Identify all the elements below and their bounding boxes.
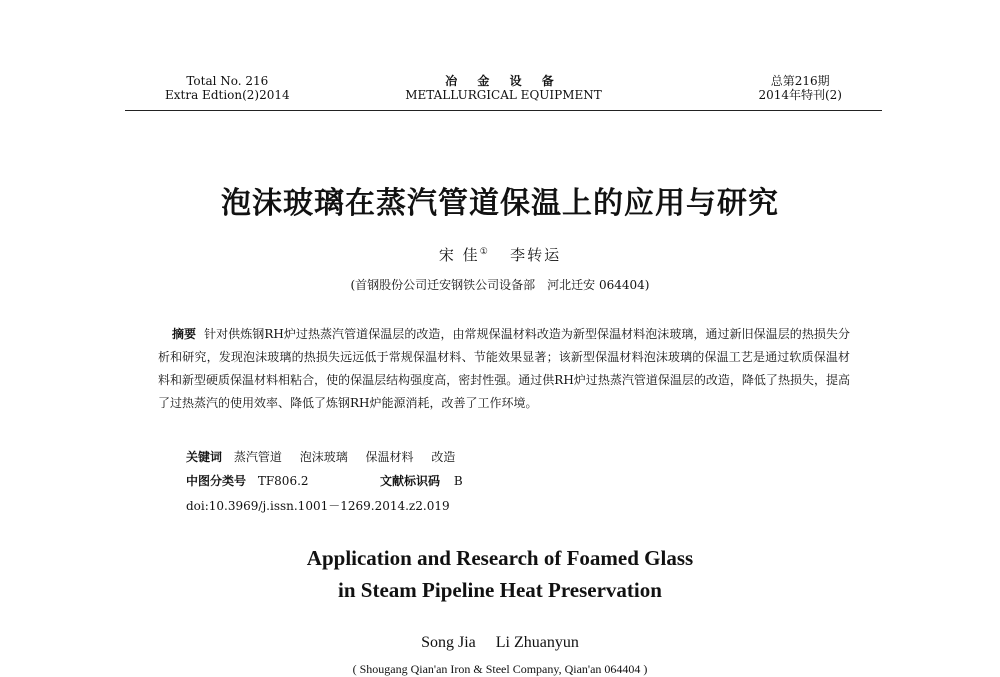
- affiliation-cn: (首钢股份公司迁安钢铁公司设备部 河北迁安 064404): [350, 278, 650, 292]
- document-code: [380, 472, 463, 489]
- keywords-line: [186, 448, 469, 465]
- keyword: 改造: [431, 450, 456, 464]
- authors-cn: [0, 244, 1000, 265]
- header-issue-info-cn: [758, 74, 842, 102]
- author-1-cn: 宋 佳: [438, 246, 480, 264]
- running-header: [125, 72, 882, 111]
- classification-label: 中图分类号: [186, 474, 247, 488]
- journal-name-cn: 冶 金 设 备: [445, 74, 562, 88]
- header-total-no-cn: 总第216期: [770, 74, 830, 88]
- author-1-en: Song Jia: [421, 634, 476, 651]
- paper-title-en: [0, 542, 1000, 606]
- keyword: 蒸汽管道: [233, 450, 282, 464]
- document-code-label: 文献标识码: [380, 474, 441, 488]
- abstract-text: 针对供炼钢RH炉过热蒸汽管道保温层的改造，由常规保温材料改造为新型保温材料泡沫玻璃，通过新旧保温层的热损失分析和研究，发现泡沫玻璃的热损失远远低于常规保温材料、节能效果显著；该新型保温材料泡沫玻璃的保温工艺是通过软质保温材料和新型硬质保温材料相粘合，使的保温层结构强度高，密封性强。通过供RH炉过热蒸汽管道保温层的改造，降低了热损失，提高了过热蒸汽的使用效率、降低了炼钢RH炉能源消耗，改善了工作环境。: [158, 327, 850, 410]
- affiliation-en: ( Shougang Qian'an Iron & Steel Company, Qian'an 064404 ): [352, 662, 648, 676]
- keyword: 泡沫玻璃: [299, 450, 348, 464]
- keyword: 保温材料: [365, 450, 414, 464]
- author-2-en: Li Zhuanyun: [495, 634, 579, 651]
- classification-line: [186, 472, 309, 489]
- author-2-cn: 李转运: [510, 246, 562, 264]
- author-note-mark: ①: [479, 247, 490, 257]
- header-edition-cn: 2014年特刊(2): [758, 88, 842, 102]
- authors-en: [0, 634, 1000, 652]
- classification-value: TF806.2: [257, 474, 309, 488]
- doi: doi:10.3969/j.issn.1001－1269.2014.z2.019: [186, 499, 450, 513]
- header-total-no: Total No. 216: [186, 74, 269, 88]
- journal-name-en: METALLURGICAL EQUIPMENT: [405, 88, 602, 102]
- paper-title-cn: 泡沫玻璃在蒸汽管道保温上的应用与研究: [221, 186, 779, 221]
- header-edition: Extra Edtion(2)2014: [165, 88, 290, 102]
- abstract-cn: [158, 323, 850, 415]
- keywords-label: 关键词: [186, 450, 223, 464]
- document-code-value: B: [453, 474, 463, 488]
- abstract-label: 摘要: [172, 327, 197, 341]
- title-en-line-2: in Steam Pipeline Heat Preservation: [338, 578, 662, 602]
- title-en-line-1: Application and Research of Foamed Glass: [306, 546, 694, 570]
